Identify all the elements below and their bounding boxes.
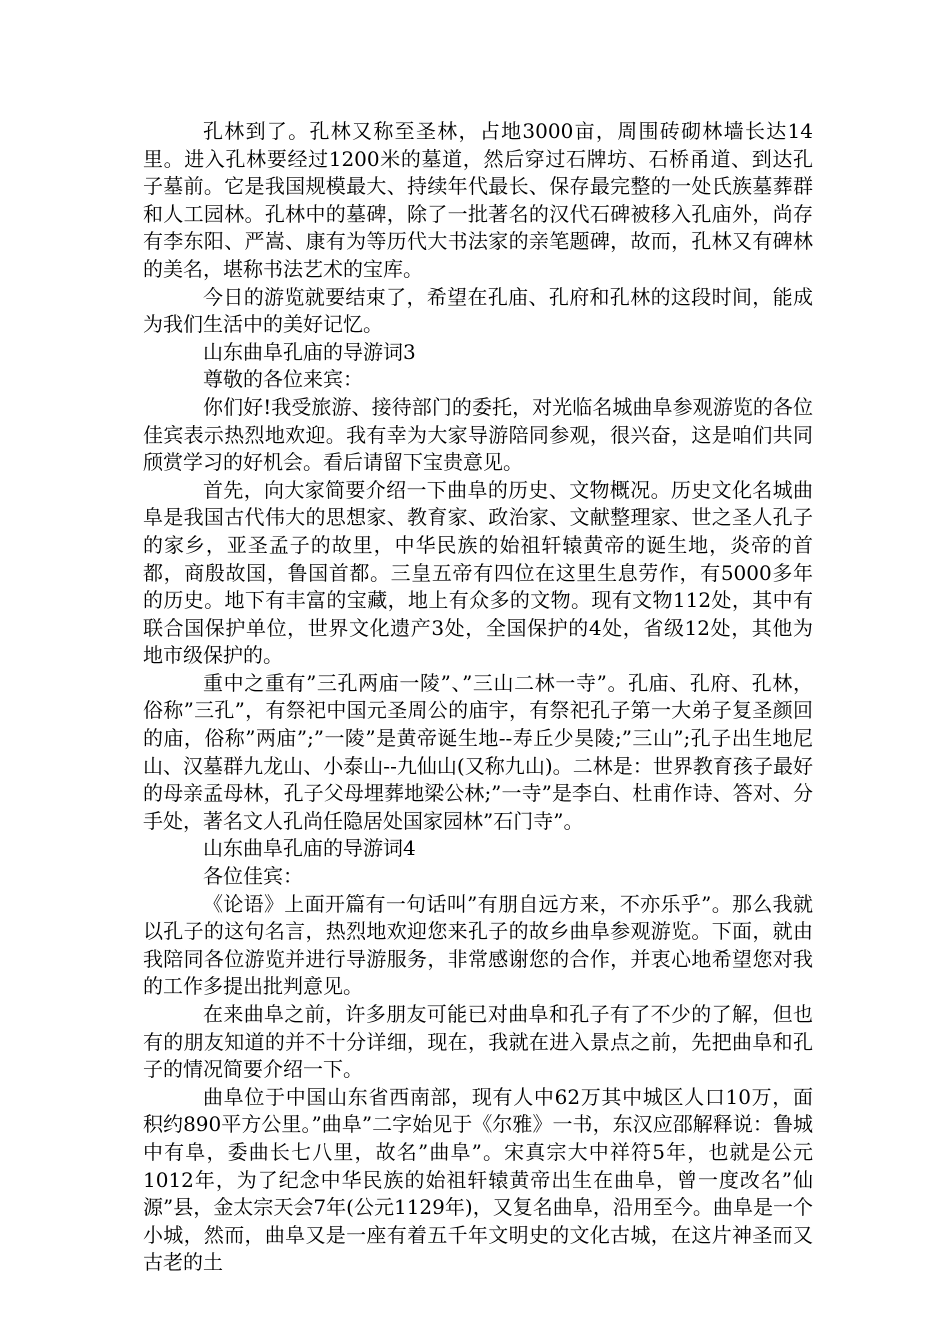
section-heading-3: 山东曲阜孔庙的导游词3	[203, 339, 416, 364]
paragraph-key-sites: 重中之重有”三孔两庙一陵”、”三山二林一寺”。孔庙、孔府、孔林，俗称”三孔”，有祭祀中国元圣周公的庙宇，有祭祀孔子第一大弟子复圣颜回的庙，俗称”两庙”;”一陵”是黄帝诞生地--寿丘少昊陵;”三山”;孔子出生地尼山、汉墓群九龙山、小泰山--九仙山(又称九山)。二林是：世界教育孩子最好的母亲孟母林，孔子父母埋葬地梁公林;”一寺”是李白、杜甫作诗、答对、分手处，著名文人孔尚任隐居处国家园林”石门寺”。	[143, 670, 813, 833]
salutation-3: 尊敬的各位来宾：	[203, 367, 363, 392]
paragraph-welcome: 你们好!我受旅游、接待部门的委托，对光临名城曲阜参观游览的各位佳宾表示热烈地欢迎。我有幸为大家导游陪同参观，很兴奋，这是咱们共同颀赏学习的好机会。看后请留下宝贵意见。	[143, 394, 813, 475]
document-page	[143, 118, 813, 1277]
paragraph-history-overview: 首先，向大家简要介绍一下曲阜的历史、文物概况。历史文化名城曲阜是我国古代伟大的思想家、教育家、政治家、文献整理家、世之圣人孔子的家乡，亚圣孟子的故里，中华民族的始祖轩辕黄帝的诞生地，炎帝的首都，商殷故国，鲁国首都。三皇五帝有四位在这里生息劳作，有5000多年的历史。地下有丰富的宝藏，地上有众多的文物。现有文物112处，其中有联合国保护单位，世界文化遗产3处，全国保护的4处，省级12处，其他为地市级保护的。	[143, 477, 813, 668]
section-heading-4: 山东曲阜孔庙的导游词4	[203, 836, 416, 861]
paragraph-before-visit: 在来曲阜之前，许多朋友可能已对曲阜和孔子有了不少的了解，但也有的朋友知道的并不十分详细，现在，我就在进入景点之前，先把曲阜和孔子的情况简要介绍一下。	[143, 1002, 813, 1082]
paragraph-analects: 《论语》上面开篇有一句话叫”有朋自远方来，不亦乐乎”。那么我就以孔子的这句名言，热烈地欢迎您来孔子的故乡曲阜参观游览。下面，就由我陪同各位游览并进行导游服务，非常感谢您的合作，并衷心地希望您对我的工作多提出批判意见。	[143, 891, 813, 999]
paragraph-tour-end: 今日的游览就要结束了，希望在孔庙、孔府和孔林的这段时间，能成为我们生活中的美好记忆。	[143, 284, 813, 337]
paragraph-qufu-location: 曲阜位于中国山东省西南部，现有人中62万其中城区人口10万，面积约890平方公里。”曲阜”二字始见于《尔雅》一书，东汉应邵解释说：鲁城中有阜，委曲长七八里，故名”曲阜”。宋真宗大中祥符5年，也就是公元1012年，为了纪念中华民族的始祖轩辕黄帝出生在曲阜，曾一度改名”仙源”县，金太宗天会7年(公元1129年)，又复名曲阜，沿用至今。曲阜是一个小城，然而，曲阜又是一座有着五千年文明史的文化古城，在这片神圣而又古老的土	[143, 1084, 813, 1275]
salutation-4: 各位佳宾：	[203, 864, 303, 889]
paragraph-kong-lin: 孔林到了。孔林又称至圣林，占地3000亩，周围砖砌林墙长达14里。进入孔林要经过1200米的墓道，然后穿过石牌坊、石桥甬道、到达孔子墓前。它是我国规模最大、持续年代最长、保存最完整的一处氏族墓葬群和人工园林。孔林中的墓碑，除了一批著名的汉代石碑被移入孔庙外，尚存有李东阳、严嵩、康有为等历代大书法家的亲笔题碑，故而，孔林又有碑林的美名，堪称书法艺术的宝库。	[143, 119, 813, 281]
